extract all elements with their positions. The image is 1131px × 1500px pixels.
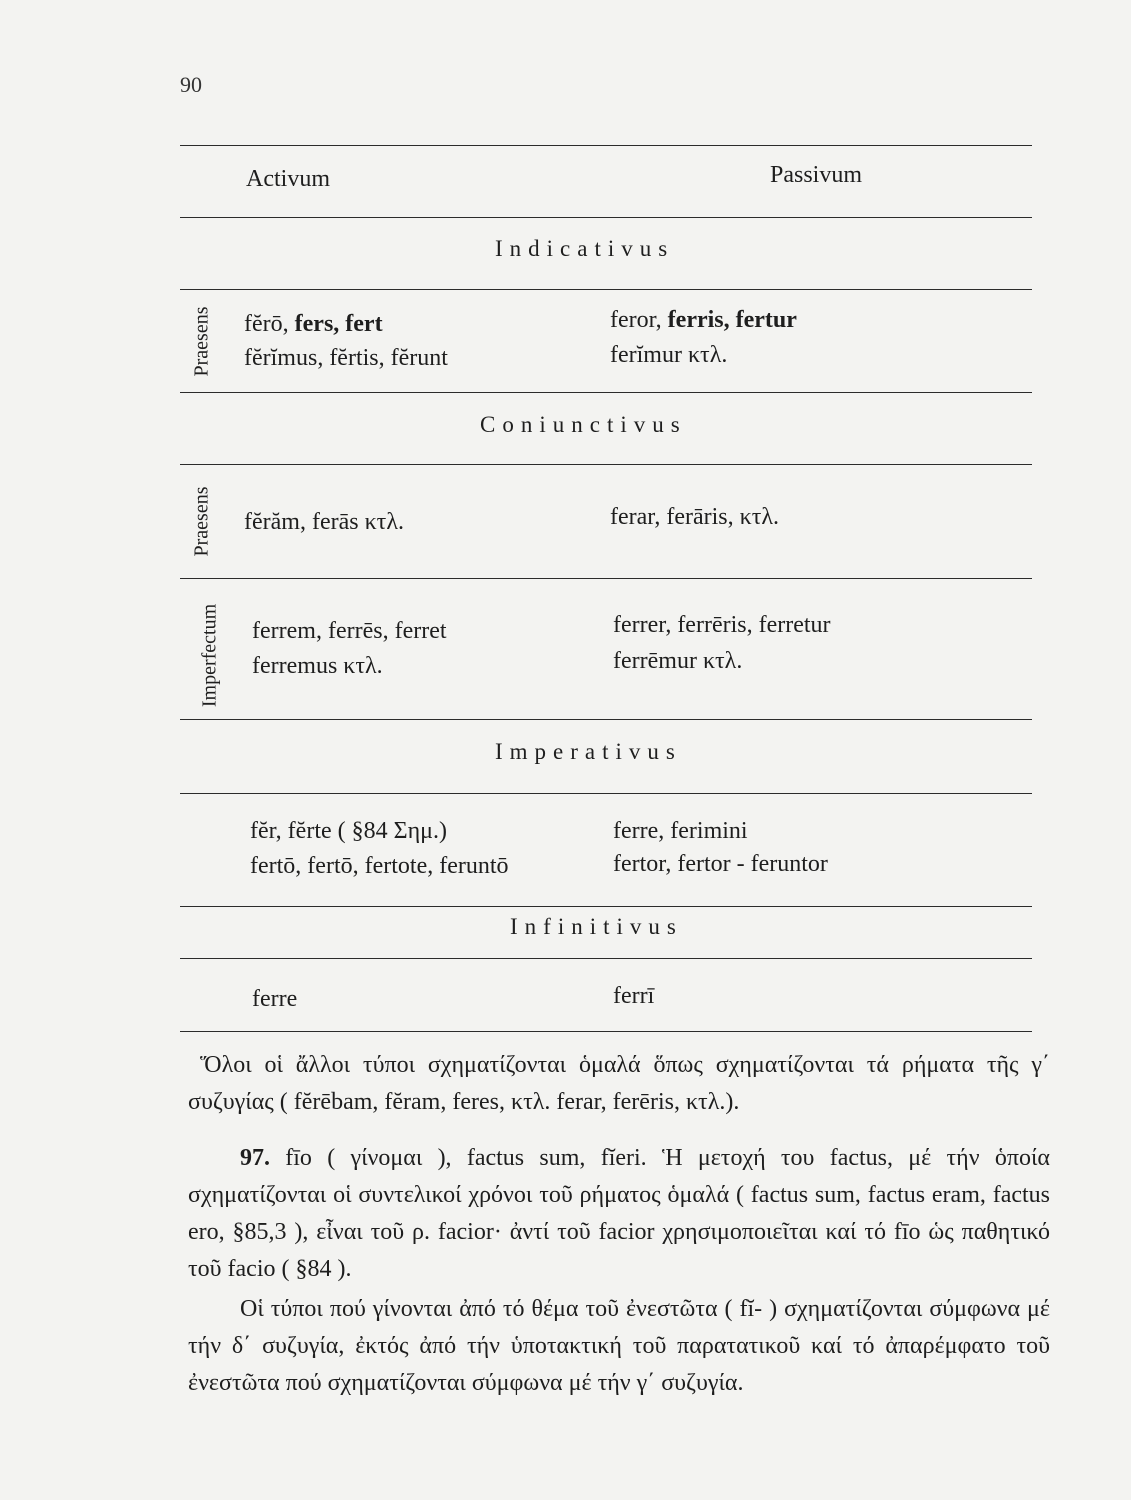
- table-rule: [180, 793, 1032, 794]
- header-passivum: Passivum: [770, 162, 863, 188]
- paragraph-97: 97. fīo ( γίνομαι ), factus sum, fĭeri. Ἡ μετοχή του factus, μέ τήν ὁποία σχηματίζονται οἱ συντελικοί χρόνοι τοῦ ρήματος ὁμαλά ( factus sum, factus eram, factus ero, §85,3 ), εἶναι τοῦ ρ. facior· ἀντί τοῦ facior χρησιμοποιεῖται καί τό fīo ὡς παθητικό τοῦ facio ( §84 ).: [188, 1145, 1050, 1282]
- paragraph-note: Ὅλοι οἱ ἄλλοι τύποι σχηματίζονται ὁμαλά ὅπως σχηματίζονται τά ρήματα τῆς γ΄ συζυγίας ( fĕrēbam, fĕram, feres, κτλ. ferar, ferēris, κτλ.).: [188, 1052, 1050, 1115]
- side-label-imperfectum: Imperfectum: [198, 603, 221, 708]
- section-imperativus: Imperativus: [495, 739, 682, 764]
- indicativus-active-line1: fĕrō, fers, fert: [244, 311, 383, 337]
- table-rule: [180, 578, 1032, 579]
- table-rule: [180, 906, 1032, 907]
- section-indicativus: Indicativus: [495, 236, 675, 261]
- imperativus-passive-line1: ferre, ferimini: [613, 818, 748, 844]
- table-rule: [180, 289, 1032, 290]
- section-coniunctivus: Coniunctivus: [480, 412, 687, 437]
- table-rule: [180, 217, 1032, 218]
- table-rule: [180, 392, 1032, 393]
- table-rule: [180, 145, 1032, 146]
- indicativus-passive-line1: feror, ferris, fertur: [610, 307, 797, 333]
- indicativus-passive-line2: ferĭmur κτλ.: [610, 342, 728, 368]
- coniunctivus-praesens-active: fĕrăm, ferās κτλ.: [244, 509, 404, 535]
- imperativus-active-line2: fertō, fertō, fertote, feruntō: [250, 853, 509, 879]
- imperativus-active-line1: fĕr, fĕrte ( §84 Σημ.): [250, 818, 448, 844]
- coniunctivus-imperfectum-passive-line1: ferrer, ferrēris, ferretur: [613, 612, 831, 638]
- paragraph-fio-forms: Οἱ τύποι πού γίνονται ἀπό τό θέμα τοῦ ἐνεστῶτα ( fĭ- ) σχηματίζονται σύμφωνα μέ τήν δ΄ συζυγία, ἐκτός ἀπό τήν ὑποτακτική τοῦ παρατατικοῦ καί τό ἀπαρέμφατο τοῦ ἐνεστῶτα πού σχηματίζονται σύμφωνα μέ τήν γ΄ συζυγία.: [188, 1296, 1050, 1396]
- coniunctivus-imperfectum-passive-line2: ferrēmur κτλ.: [613, 648, 743, 674]
- side-label-praesens: Praesens: [190, 486, 213, 557]
- coniunctivus-imperfectum-active-line1: ferrem, ferrēs, ferret: [252, 618, 447, 644]
- section-number-97: 97.: [240, 1145, 270, 1171]
- indicativus-active-line2: fĕrĭmus, fĕrtis, fĕrunt: [244, 345, 448, 371]
- page-number: 90: [180, 72, 202, 97]
- table-rule: [180, 719, 1032, 720]
- coniunctivus-praesens-passive: ferar, ferāris, κτλ.: [610, 504, 779, 530]
- infinitivus-passive: ferrī: [613, 983, 655, 1009]
- side-label-praesens: Praesens: [190, 306, 213, 377]
- infinitivus-active: ferre: [252, 986, 298, 1012]
- table-rule: [180, 464, 1032, 465]
- section-infinitivus: Infinitivus: [510, 914, 683, 939]
- coniunctivus-imperfectum-active-line2: ferremus κτλ.: [252, 653, 383, 679]
- imperativus-passive-line2: fertor, fertor - feruntor: [613, 851, 828, 877]
- table-rule: [180, 1031, 1032, 1032]
- table-rule: [180, 958, 1032, 959]
- header-activum: Activum: [246, 166, 330, 192]
